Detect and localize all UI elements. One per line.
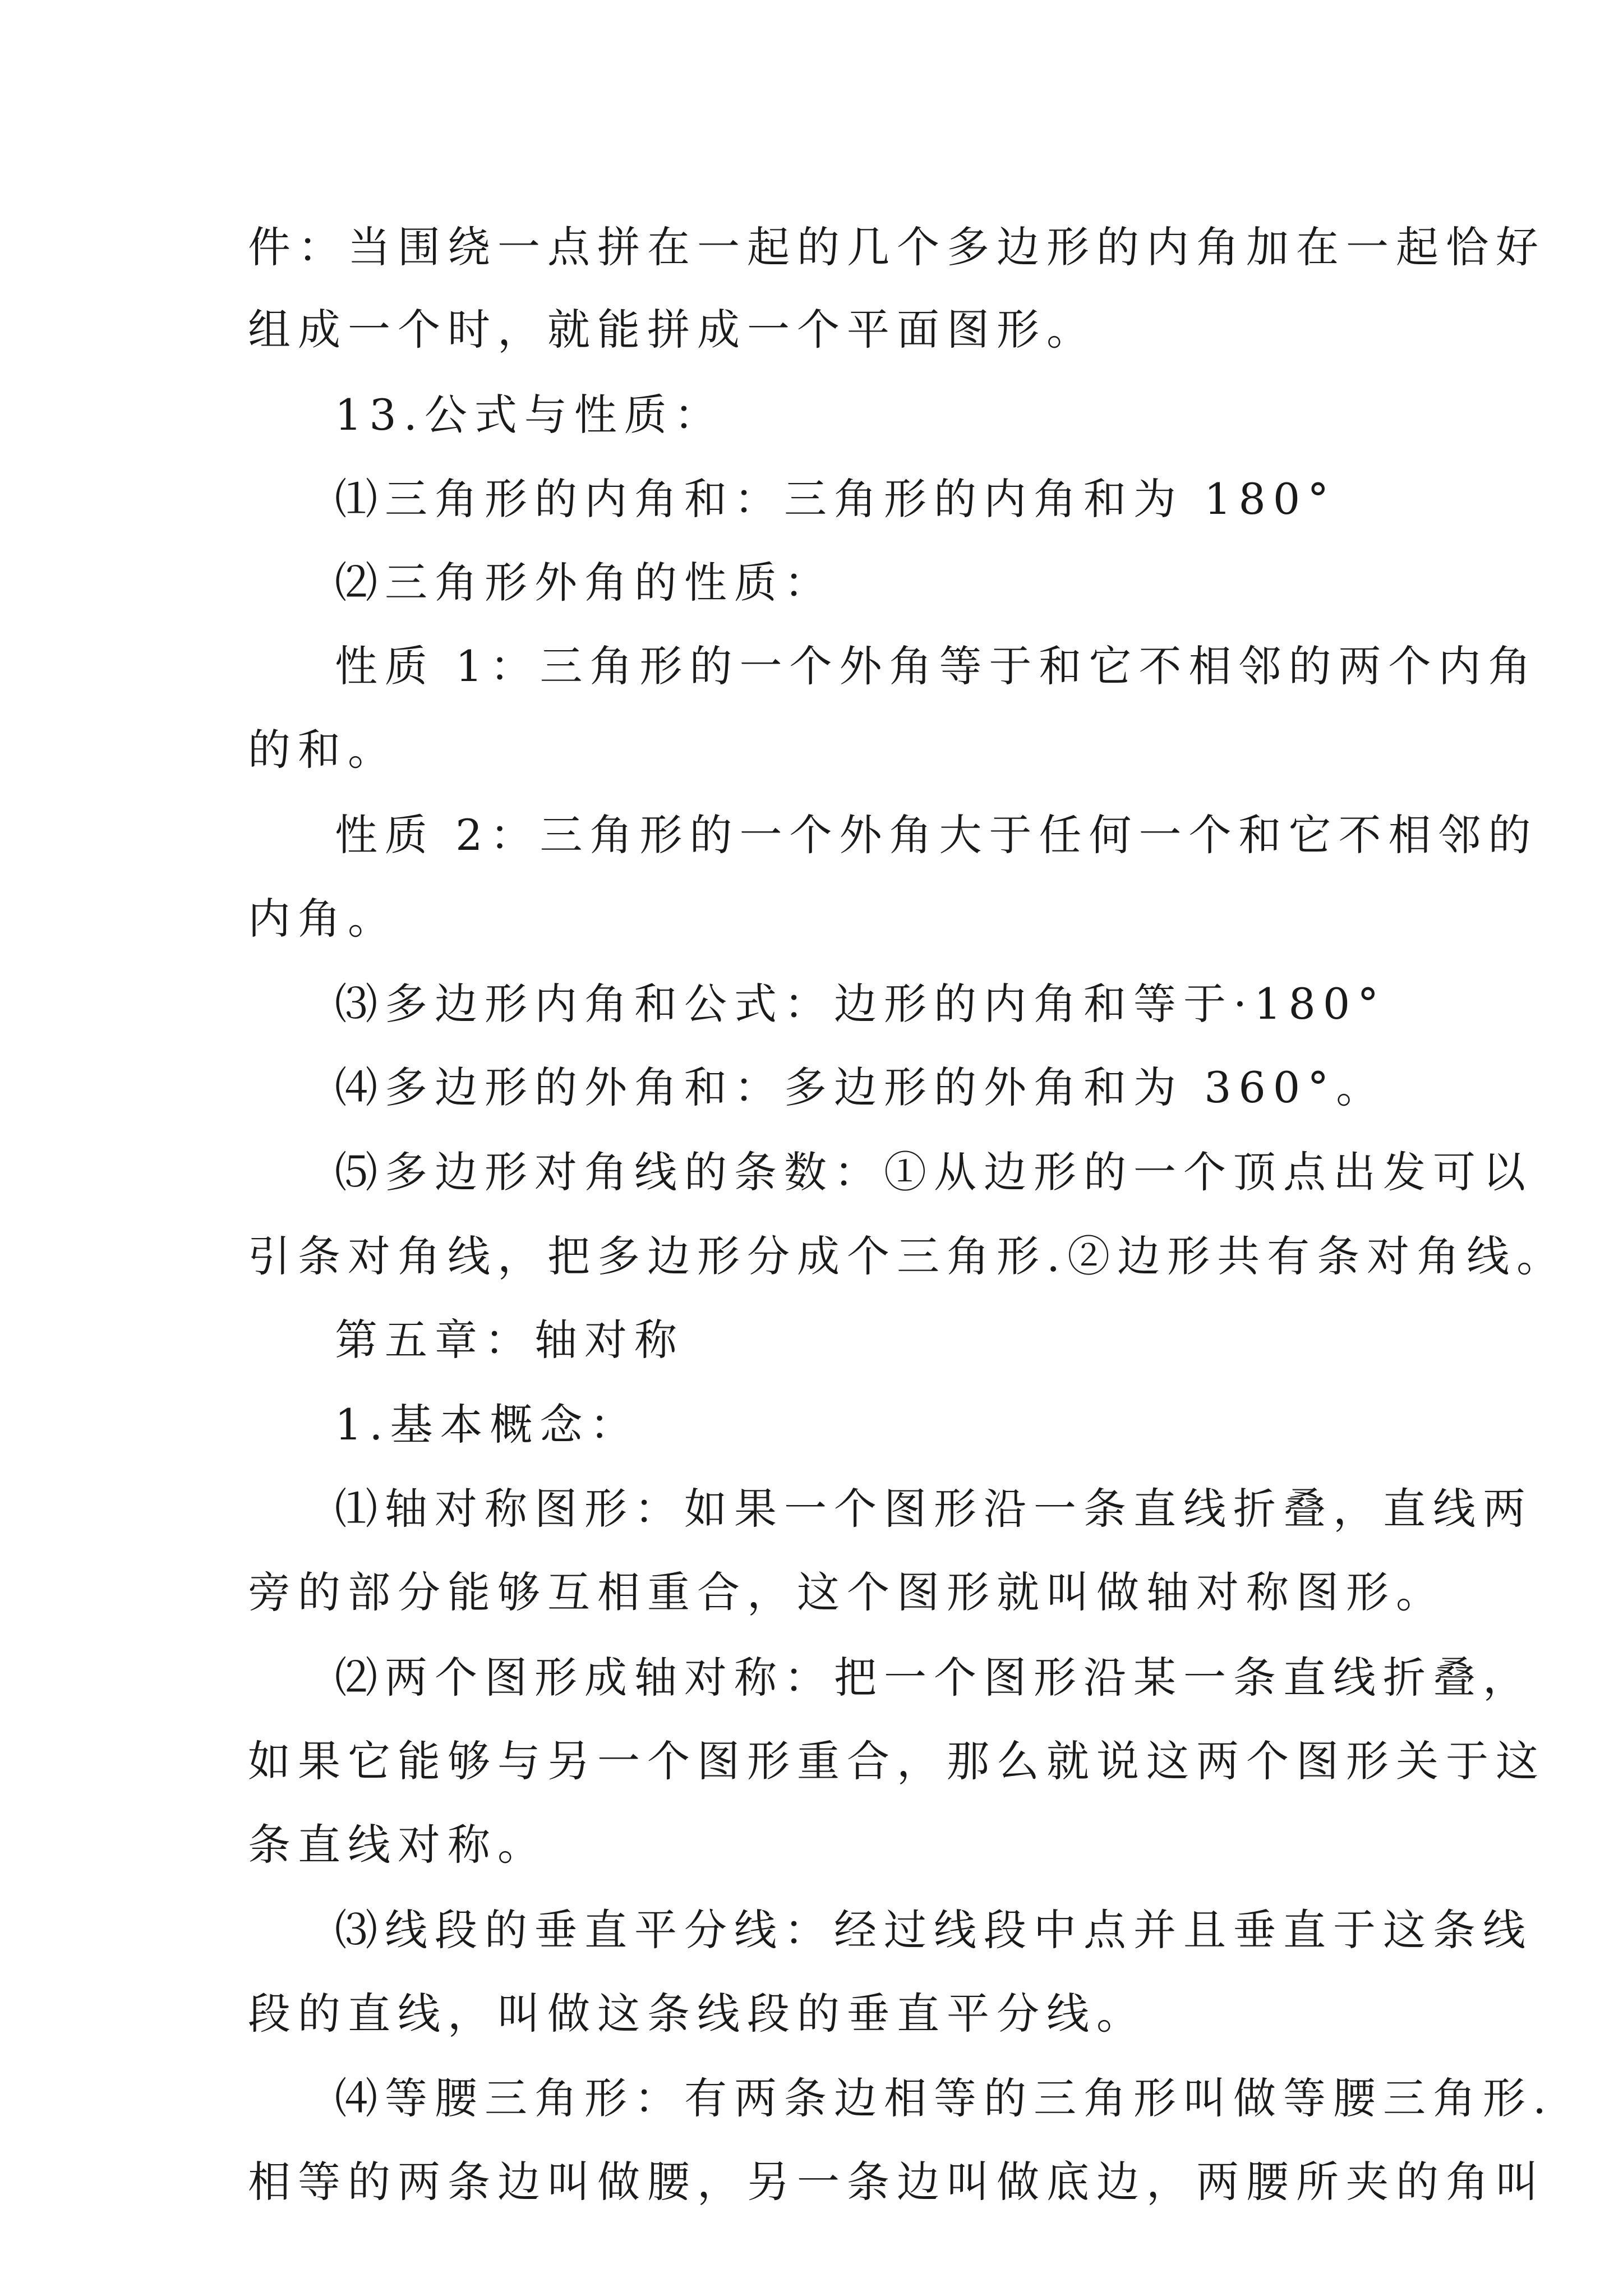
text-line: ⑸多边形对角线的条数：①从边形的一个顶点出发可以: [335, 1147, 1533, 1197]
text-line: 条直线对称。: [248, 1820, 547, 1870]
text-line: 第五章：轴对称: [335, 1315, 684, 1365]
text-line: 1.基本概念：: [335, 1400, 640, 1450]
text-line: 引条对角线，把多边形分成个三角形.②边形共有条对角线。: [248, 1231, 1567, 1281]
text-line: ⑴三角形的内角和：三角形的内角和为 180°: [335, 474, 1336, 524]
text-line: ⑵三角形外角的性质：: [335, 558, 834, 608]
text-line: 13.公式与性质：: [335, 390, 724, 440]
text-line: 如果它能够与另一个图形重合，那么就说这两个图形关于这: [248, 1736, 1546, 1786]
text-line: ⑷等腰三角形：有两条边相等的三角形叫做等腰三角形.: [335, 2073, 1554, 2123]
text-line: 件：当围绕一点拼在一起的几个多边形的内角加在一起恰好: [248, 222, 1546, 272]
text-line: ⑷多边形的外角和：多边形的外角和为 360°。: [335, 1062, 1386, 1112]
text-line: 组成一个时，就能拼成一个平面图形。: [248, 305, 1096, 355]
text-line: 性质 2：三角形的一个外角大于任何一个和它不相邻的: [335, 810, 1538, 860]
text-line: 性质 1：三角形的一个外角等于和它不相邻的两个内角: [335, 641, 1538, 691]
text-line: 内角。: [248, 894, 398, 944]
text-line: ⑶多边形内角和公式：边形的内角和等于·180°: [335, 979, 1386, 1029]
text-line: 相等的两条边叫做腰，另一条边叫做底边，两腰所夹的角叫: [248, 2157, 1546, 2207]
text-line: 段的直线，叫做这条线段的垂直平分线。: [248, 1989, 1146, 2039]
text-line: ⑶线段的垂直平分线：经过线段中点并且垂直于这条线: [335, 1905, 1533, 1955]
text-line: ⑵两个图形成轴对称：把一个图形沿某一条直线折叠，: [335, 1653, 1533, 1703]
text-line: 旁的部分能够互相重合，这个图形就叫做轴对称图形。: [248, 1567, 1446, 1617]
text-line: 的和。: [248, 725, 398, 775]
text-line: ⑴轴对称图形：如果一个图形沿一条直线折叠，直线两: [335, 1484, 1533, 1534]
